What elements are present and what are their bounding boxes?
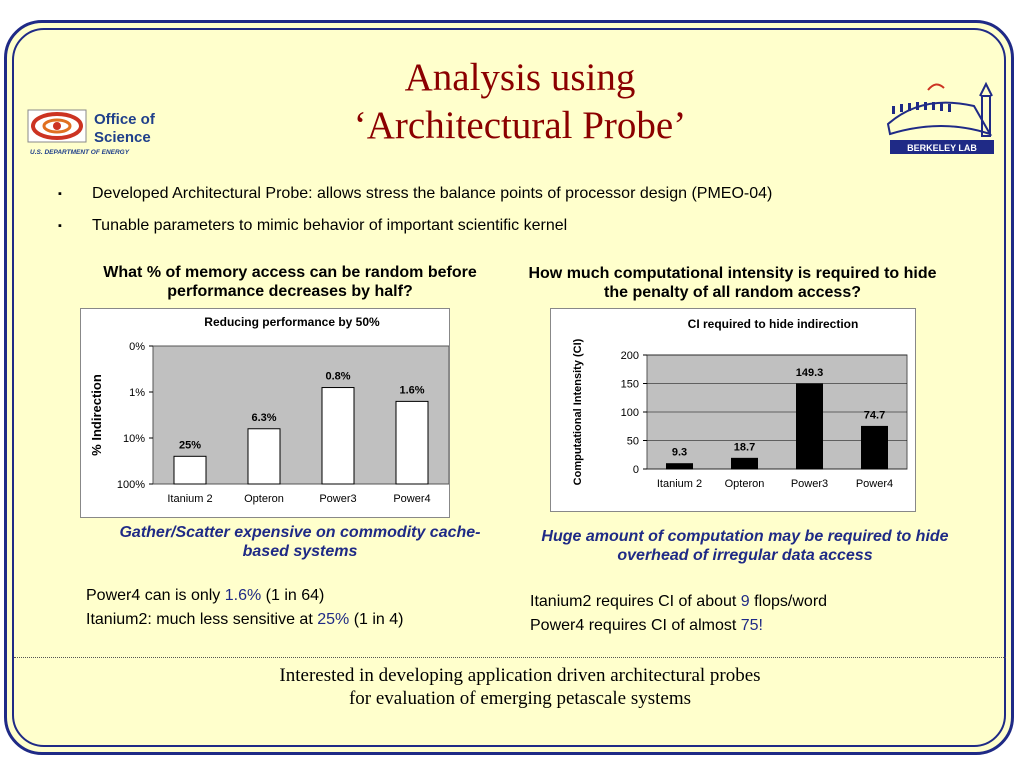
berkeley-lab-logo [882,76,1000,158]
y-tick-label: 10% [122,433,145,445]
doe-logo-line2: Science [94,129,151,146]
left-note [86,584,506,632]
y-tick-label: 100 [620,407,639,419]
bullet-item: ▪ Tunable parameters to mimic behavior of important scientific kernel [58,216,958,248]
bullet-item: ▪ Developed Architectural Probe: allows stress the balance points of processor design (PMEO-04) [58,184,958,216]
y-axis-label: Computational Intensity (CI) [572,338,584,486]
x-tick-label: Opteron [244,493,284,505]
slide-title [240,54,800,150]
x-tick-label: Power3 [319,493,357,505]
y-tick-label: 150 [620,378,639,391]
footer-divider [14,657,1006,658]
bullet-list [58,184,958,248]
bar [862,426,888,469]
footer-line-2: for evaluation of emerging petascale systems [348,688,692,709]
left-question: What % of memory access can be random before performance decreases by half? [103,264,477,300]
title-line-1: Analysis using [404,56,636,99]
x-tick-label: Power4 [393,493,431,505]
indirection-chart [80,308,450,518]
footer-line-1: Interested in developing application driven architectural probes [279,665,761,686]
right-note-line-1: Itanium2 requires CI of about 9 flops/word [530,593,828,610]
bar [797,384,823,469]
title-line-2: ‘Architectural Probe’ [353,104,687,147]
y-tick-label: 200 [620,350,639,362]
x-tick-label: Itanium 2 [656,478,703,490]
data-label: 1.6% [399,384,425,397]
y-axis-label: % Indirection [89,374,104,456]
bar [322,388,354,484]
bar [174,456,206,484]
left-note-line-2: Itanium2: much less sensitive at 25% (1 in 4) [86,611,404,628]
bar [732,458,758,469]
left-caption: Gather/Scatter expensive on commodity cache-based systems [119,524,481,560]
footer [200,664,840,710]
x-tick-label: Itanium 2 [167,493,213,505]
chart-title: CI required to hide indirection [687,317,859,331]
data-label: 149.3 [795,366,824,379]
y-tick-label: 1% [129,387,145,399]
bar [248,429,280,484]
office-of-science-logo [26,104,186,164]
x-tick-label: Power4 [855,478,894,490]
x-tick-label: Opteron [724,478,765,490]
bar [667,464,693,469]
data-label: 18.7 [733,441,756,454]
doe-logo-line3: U.S. DEPARTMENT OF ENERGY [30,149,130,156]
chart-title: Reducing performance by 50% [204,315,380,329]
y-tick-label: 0% [129,341,145,353]
y-tick-label: 50 [626,435,639,448]
right-note [530,590,950,638]
x-tick-label: Power3 [790,478,829,490]
right-note-line-2: Power4 requires CI of almost 75! [530,617,763,634]
doe-logo-line1: Office of [94,111,155,128]
data-label: 74.7 [863,409,886,422]
y-tick-label: 0 [632,464,639,476]
right-question: How much computational intensity is required to hide the penalty of all random access? [528,265,937,301]
right-caption: Huge amount of computation may be required to hide overhead of irregular data access [541,528,949,564]
data-label: 0.8% [325,370,351,383]
data-label: 9.3 [671,446,688,459]
left-note-line-1: Power4 can is only 1.6% (1 in 64) [86,587,325,604]
berkeley-logo-label: BERKELEY LAB [907,143,977,153]
data-label: 6.3% [251,411,277,424]
y-tick-label: 100% [116,479,145,491]
ci-chart [550,308,916,512]
data-label: 25% [178,439,202,452]
bar [396,401,428,484]
